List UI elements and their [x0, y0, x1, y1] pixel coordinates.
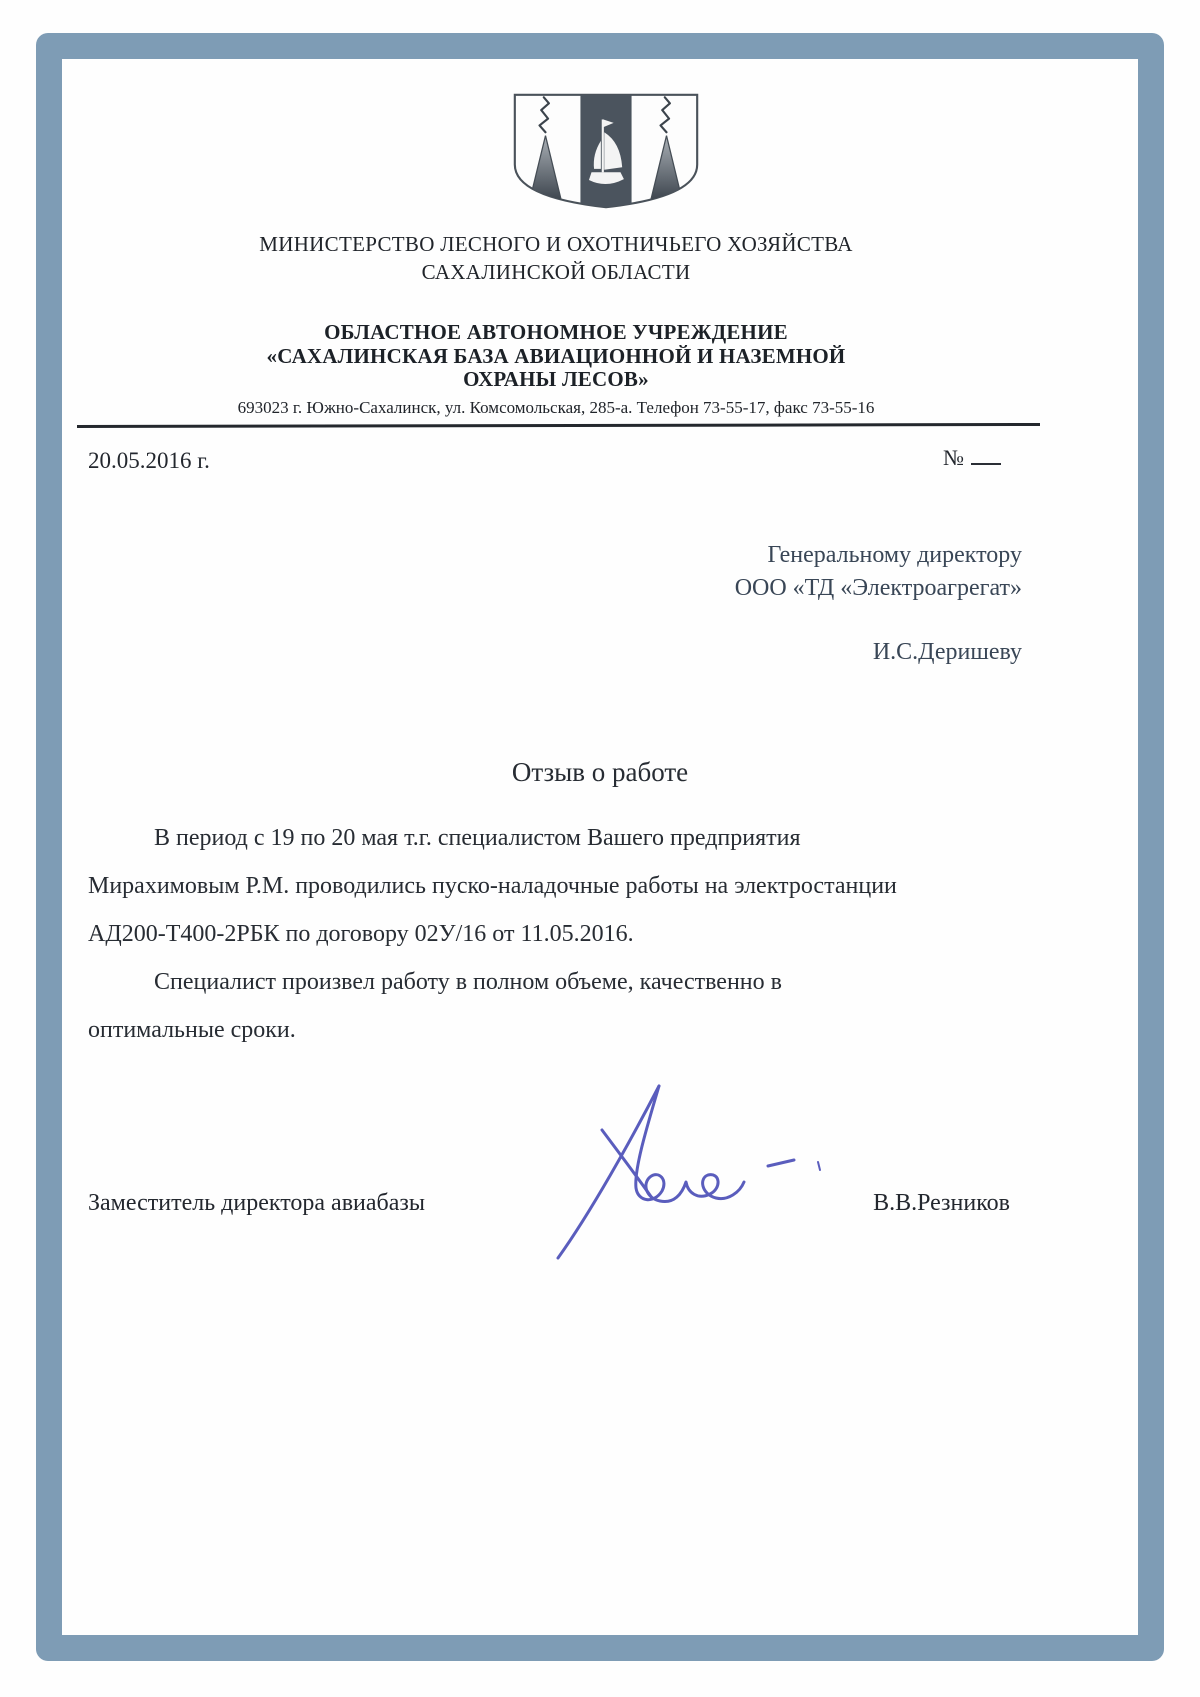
body-p2-line-1: Специалист произвел работу в полном объеме, качественно в — [154, 969, 782, 995]
addressee-name: И.С.Деришеву — [872, 639, 1022, 665]
signoff-row — [88, 1190, 1010, 1217]
organization-line-1: ОБЛАСТНОЕ АВТОНОМНОЕ УЧРЕЖДЕНИЕ — [324, 320, 788, 344]
letter-date: 20.05.2016 г. — [88, 448, 210, 473]
organization-header — [0, 321, 1112, 392]
addressee-line-1: Генеральному директору — [767, 542, 1022, 568]
number-label: № — [943, 445, 964, 470]
coat-of-arms-icon — [508, 84, 704, 218]
letter-number — [943, 445, 1001, 471]
body-p1-line-3: АД200-Т400-2РБК по договору 02У/16 от 11.05.2016. — [88, 921, 634, 947]
addressee-line-2: ООО «ТД «Электроагрегат» — [734, 575, 1022, 601]
body-p1-line-2: Мирахимовым Р.М. проводились пуско-наладочные работы на электростанции — [88, 873, 897, 899]
ministry-line-1: МИНИСТЕРСТВО ЛЕСНОГО И ОХОТНИЧЬЕГО ХОЗЯЙСТВА — [259, 232, 853, 256]
organization-line-3: ОХРАНЫ ЛЕСОВ» — [463, 367, 649, 391]
organization-address: 693023 г. Южно-Сахалинск, ул. Комсомольская, 285-а. Телефон 73-55-17, факс 73-55-16 — [237, 398, 875, 417]
organization-line-2: «САХАЛИНСКАЯ БАЗА АВИАЦИОННОЙ И НАЗЕМНОЙ — [266, 343, 846, 368]
letter-body — [88, 814, 1036, 1054]
handwritten-signature — [496, 1070, 826, 1265]
body-p1-line-1: В период с 19 по 20 мая т.г. специалистом Вашего предприятия — [154, 825, 801, 851]
document-title: Отзыв о работе — [511, 757, 689, 787]
addressee-block — [735, 539, 1022, 669]
signoff-position: Заместитель директора авиабазы — [88, 1190, 425, 1216]
number-blank-line — [971, 445, 1001, 465]
ministry-line-2: САХАЛИНСКОЙ ОБЛАСТИ — [421, 260, 691, 284]
body-p2-line-2: оптимальные сроки. — [88, 1017, 296, 1043]
signoff-name: В.В.Резников — [873, 1190, 1010, 1216]
ministry-header — [0, 230, 1112, 286]
